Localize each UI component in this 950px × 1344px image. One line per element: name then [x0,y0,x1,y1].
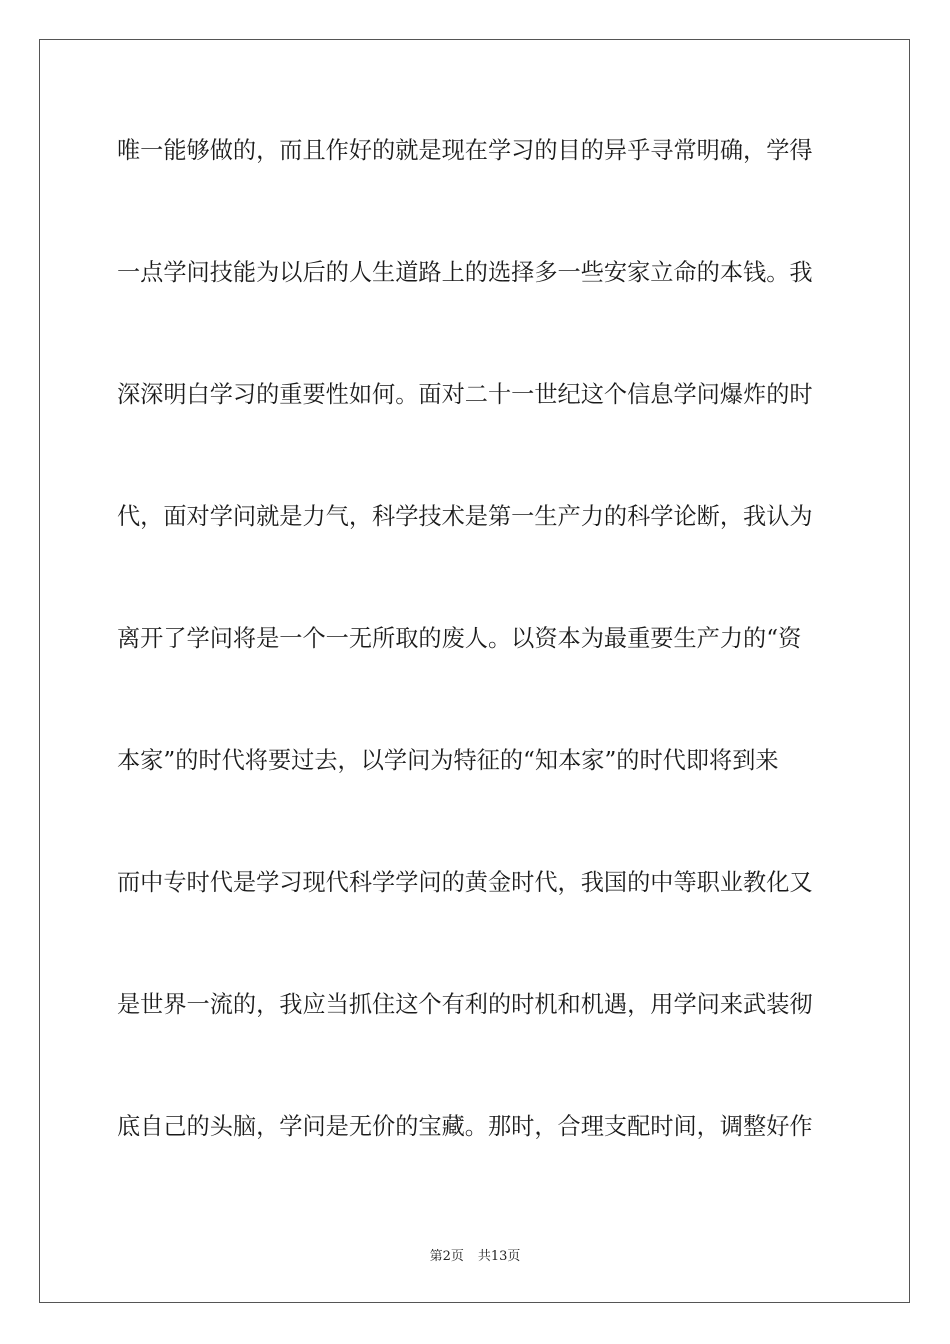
text-line: 唯一能够做的，而且作好的就是现在学习的目的异乎寻常明确，学得 [117,137,813,164]
text-line: 深深明白学习的重要性如何。面对二十一世纪这个信息学问爆炸的时 [117,381,813,408]
text-line: 底自己的头脑，学问是无价的宝藏。那时，合理支配时间，调整好作 [117,1113,813,1140]
page-number-current: 第2页 [429,1249,464,1264]
text-line: 离开了学问将是一个一无所取的废人。以资本为最重要生产力的“资 [117,625,802,652]
text-line: 一点学问技能为以后的人生道路上的选择多一些安家立命的本钱。我 [117,259,813,286]
text-line: 代，面对学问就是力气，科学技术是第一生产力的科学论断，我认为 [117,503,813,530]
text-line: 本家”的时代将要过去，以学问为特征的“知本家”的时代即将到来 [117,747,779,774]
text-line: 是世界一流的，我应当抓住这个有利的时机和机遇，用学问来武装彻 [117,991,813,1018]
document-body [117,128,837,1226]
page-number-total: 共13页 [477,1249,521,1264]
text-line: 而中专时代是学习现代科学学问的黄金时代，我国的中等职业教化又 [117,869,813,896]
page-footer [0,1248,950,1266]
